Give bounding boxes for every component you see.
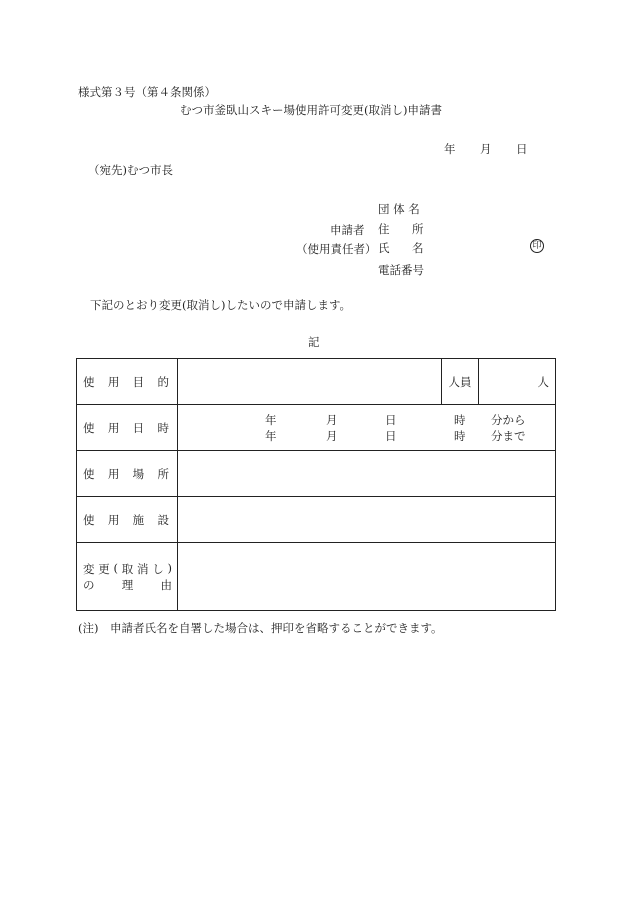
purpose-row [77,359,556,405]
phone-label: 電話番号 [378,263,424,277]
label-char: 更 [98,561,110,576]
label-char: 用 [107,420,120,435]
label-char: 日 [132,420,145,435]
end-hour: 時 [454,429,466,443]
lead-text: 下記のとおり変更(取消し)したいので申請します。 [90,298,352,312]
label-char: 設 [157,512,169,527]
end-year: 年 [265,429,277,443]
label-char: 所 [157,466,169,481]
applicant-label-line2: （使用責任者） [296,242,377,256]
applicant-label-line1: 申請者 [330,223,365,237]
label-char: 取 [121,561,134,576]
start-from: 分から [491,413,526,427]
start-hour: 時 [454,413,466,427]
name-label-2: 名 [412,241,424,255]
label-char: ( [113,560,118,575]
footnote: (注) 申請者氏名を自署した場合は、押印を省略することができます。 [78,621,443,635]
place-row [77,451,556,497]
datetime-input[interactable] [178,405,556,451]
label-char: 使 [83,466,95,481]
people-unit: 人 [537,374,549,389]
reason-label [77,543,178,611]
label-char: 用 [107,512,120,527]
label-char: 使 [83,374,95,389]
name-label-1: 氏 [378,241,390,255]
applicant-label [296,221,377,259]
people-label: 人員 [442,359,479,405]
addressee: （宛先)むつ市長 [88,163,173,177]
label-char: の [83,577,95,592]
label-char: 由 [160,577,172,592]
form-number: 様式第３号（第４条関係） [78,85,216,99]
label-char: 消 [137,561,149,576]
date-year-label: 年 [444,142,456,156]
address-label-1: 住 [378,222,390,236]
end-to: 分まで [491,429,526,443]
seal-mark: 印 [530,239,544,253]
place-label [77,451,178,497]
people-input[interactable] [479,359,556,405]
start-day: 日 [385,413,397,427]
datetime-label [77,405,178,451]
label-char: 用 [107,466,120,481]
purpose-input[interactable] [178,359,442,405]
start-year: 年 [265,413,277,427]
facility-label [77,497,178,543]
label-char: 使 [83,420,95,435]
facility-input[interactable] [178,497,556,543]
label-char: 理 [121,577,134,592]
reason-input[interactable] [178,543,556,611]
ki-heading: 記 [308,335,320,349]
application-table [76,358,556,611]
group-name-label: 団 体 名 [378,202,420,216]
address-label-2: 所 [412,222,424,236]
label-char: し [152,561,164,576]
place-input[interactable] [178,451,556,497]
end-month: 月 [326,429,338,443]
date-day-label: 日 [516,142,528,156]
purpose-label [77,359,178,405]
document-title: むつ市釜臥山スキー場使用許可変更(取消し)申請書 [180,103,442,117]
start-month: 月 [326,413,338,427]
label-char: 時 [157,420,169,435]
label-char: 施 [132,512,145,527]
datetime-row [77,405,556,451]
label-char: 変 [83,561,95,576]
label-char: ) [167,560,172,575]
label-char: 場 [132,466,145,481]
label-char: 目 [132,374,145,389]
label-char: 的 [157,374,169,389]
date-month-label: 月 [480,142,492,156]
reason-row [77,543,556,611]
label-char: 使 [83,512,95,527]
facility-row [77,497,556,543]
end-day: 日 [385,429,397,443]
label-char: 用 [107,374,120,389]
